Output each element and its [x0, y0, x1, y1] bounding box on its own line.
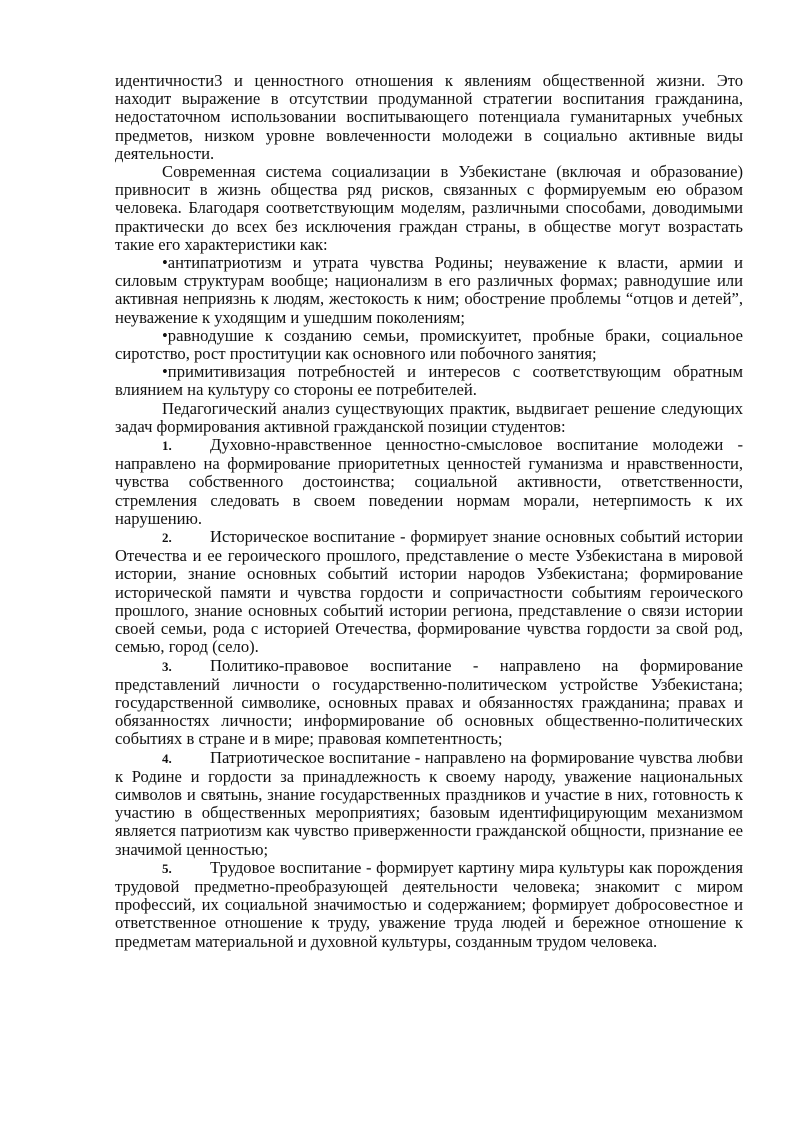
list-item-historical — [115, 528, 743, 656]
list-item-text: Политико-правовое воспитание - направлено на формирование представлений личности о государственно-политическом устройстве Узбекистана; государственной символике, основных правах и обязанностях гражданина; правах и обязанностях личности; информирование об основных общественно-политических событиях в стране и в мире; правовая компетентность; — [115, 655, 743, 749]
bullet-antipatriotism: •антипатриотизм и утрата чувства Родины; неуважение к власти, армии и силовым структурам вообще; национализм в его различных формах; равнодушие или активная неприязнь к людям, жестокость к ним; обострение проблемы “отцов и детей”, неуважение к уходящим и ушедшим поколениям; — [115, 253, 743, 327]
list-item-spiritual — [115, 436, 743, 528]
list-number: 2. — [162, 530, 172, 546]
list-item-patriotic — [115, 749, 743, 859]
paragraph-identity: идентичности3 и ценностного отношения к явлениям общественной жизни. Это находит выражение в отсутствии продуманной стратегии воспитания гражданина, недостаточном использовании воспитывающего потенциала гуманитарных учебных предметов, низком уровне вовлеченности молодежи в социально активные виды деятельности. — [115, 71, 743, 163]
list-item-text: Духовно-нравственное ценностно-смысловое воспитание молодежи - направлено на формирование приоритетных ценностей гуманизма и нравственности, чувства собственного достоинства; социальной активности, ответственности, стремления следовать в своем поведении нормам морали, нетерпимость к их нарушению. — [115, 435, 743, 528]
paragraph-socialization: Современная система социализации в Узбекистане (включая и образование) привносит в жизнь общества ряд рисков, связанных с формируемым ею образом человека. Благодаря соответствующим моделям, различными способами, доводимыми практически до всех без исключения граждан страны, в обществе могут возрастать такие его характеристики как: — [115, 162, 743, 254]
paragraph-pedagogical-analysis: Педагогический анализ существующих практик, выдвигает решение следующих задач формирования активной гражданской позиции студентов: — [115, 398, 743, 436]
list-item-political-legal — [115, 657, 743, 749]
list-number: 4. — [162, 750, 172, 766]
list-item-text: Историческое воспитание - формирует знание основных событий истории Отечества и ее героического прошлого, представление о месте Узбекистана в мировой истории, знание основных событий истории народов Узбекистана; формирование исторической памяти и чувства гордости и сопричастности событиям героического прошлого, знание основных событий истории региона, представление о связи истории своей семьи, рода с историей Отечества, формирование чувства гордости за свой род, семью, город (село). — [115, 527, 743, 657]
document-page — [115, 72, 743, 951]
list-number: 1. — [162, 438, 172, 454]
list-item-text: Трудовое воспитание - формирует картину мира культуры как порождения трудовой предметно-преобразующей деятельности человека; знакомит с миром профессий, их социальной значимостью и содержанием; формирует добросовестное и ответственное отношение к труду, уважение труда людей и бережное отношение к предметам материальной и духовной культуры, созданным трудом человека. — [115, 857, 743, 951]
bullet-primitivization: •примитивизация потребностей и интересов с соответствующим обратным влиянием на культуру со стороны ее потребителей. — [115, 362, 743, 400]
list-number: 5. — [162, 860, 172, 876]
list-number: 3. — [162, 658, 172, 674]
bullet-family: •равнодушие к созданию семьи, промискуитет, пробные браки, социальное сиротство, рост проституции как основного или побочного занятия; — [115, 325, 743, 364]
list-item-text: Патриотическое воспитание - направлено на формирование чувства любви к Родине и гордости за принадлежность к своему народу, уважение национальных символов и святынь, знание государственных праздников и участие в них, готовность к участию в общественных мероприятиях; базовым идентифицирующим механизмом является патриотизм как чувство приверженности гражданской общности, признание ее значимой ценностью; — [115, 747, 743, 859]
list-item-labor — [115, 859, 743, 951]
